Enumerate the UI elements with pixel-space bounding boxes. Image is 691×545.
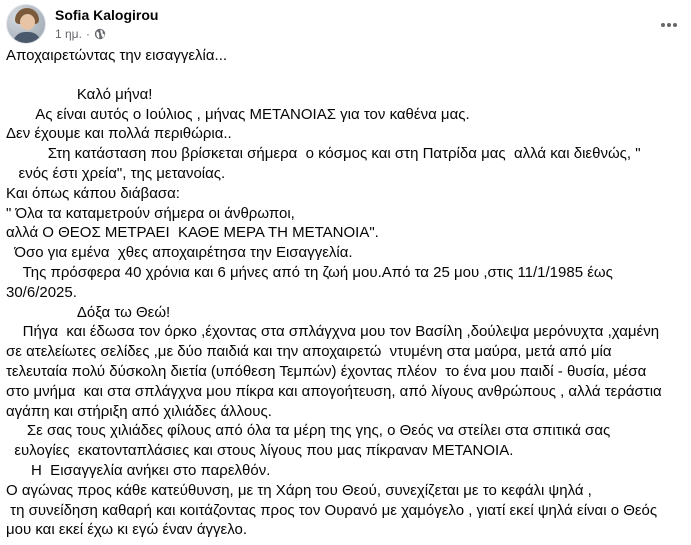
post-line: ευλογίες εκατονταπλάσιες και στους λίγους που μας πίκραναν ΜΕΤΑΝΟΙΑ. xyxy=(6,442,514,460)
post-line: τελευταία πολύ δύσκολη διετία (υπόθεση Τεμπών) έχοντας πλέον το ένα μου παιδί - θυσία, μέσα xyxy=(6,362,647,380)
post-line: Στη κατάσταση που βρίσκεται σήμερα ο κόσμος και στη Πατρίδα μας αλλά και διεθνώς, " xyxy=(6,145,641,163)
post-intro: Αποχαιρετώντας την εισαγγελία... xyxy=(6,47,228,64)
post-line: τη συνείδηση καθαρή και κοιτάζοντας προς τον Ουρανό με χαμόγελο , γιατί εκεί ψηλά είναι ο Θεός xyxy=(6,501,658,519)
meta-separator: · xyxy=(85,27,90,41)
post-text xyxy=(6,46,686,540)
post-line: Και όπως κάπου διάβασα: xyxy=(6,184,180,202)
post-body xyxy=(6,85,686,540)
post-line: Δόξα τω Θεώ! xyxy=(6,303,171,321)
post-line: Πήγα και έδωσα τον όρκο ,έχοντας στα σπλάγχνα μου τον Βασίλη ,δούλεψα μερόνυχτα ,χαμένη xyxy=(6,323,660,341)
post-line: στο μνήμα και στα σπλάγχνα μου πίκρα και απογοήτευση, από λίγους ανθρώπους , αλλά τεράστια xyxy=(6,382,662,400)
post-line: Ο αγώνας προς κάθε κατεύθυνση, με τη Χάρη του Θεού, συνεχίζεται με το κεφάλι ψηλά , xyxy=(6,481,592,499)
post-line: Της πρόσφερα 40 χρόνια και 6 μήνες από τη ζωή μου.Από τα 25 μου ,στις 11/1/1985 έως xyxy=(6,263,613,281)
post-line: 30/6/2025. xyxy=(6,283,77,301)
post-line: αλλά Ο ΘΕΟΣ ΜΕΤΡΑΕΙ ΚΑΘΕ ΜΕΡΑ ΤΗ ΜΕΤΑΝΟΙΑ". xyxy=(6,224,379,242)
post-line: αγάπη και στήριξη από χιλιάδες άλλους. xyxy=(6,402,272,420)
globe-icon[interactable] xyxy=(94,28,106,40)
post-meta xyxy=(55,27,106,41)
post-time[interactable]: 1 ημ. xyxy=(55,27,82,41)
post-header xyxy=(6,4,686,44)
post-line: σε ατελείωτες σελίδες ,με δύο παιδιά και την αποχαιρετώ ντυμένη στα μαύρα, μετά από μία xyxy=(6,343,612,361)
post-line: Καλό μήνα! xyxy=(6,85,153,103)
post-line: μου και εκεί έχω κι εγώ έναν άγγελο. xyxy=(6,521,247,539)
post-line: Δεν έχουμε και πολλά περιθώρια.. xyxy=(6,125,232,143)
post-line: Σε σας τους χιλιάδες φίλους από όλα τα μέρη της γης, ο Θεός να στείλει στα σπιτικά σας xyxy=(6,422,611,440)
post-line: " Όλα τα καταμετρούν σήμερα οι άνθρωποι, xyxy=(6,204,295,222)
more-options-button[interactable] xyxy=(654,10,684,40)
avatar[interactable] xyxy=(6,4,46,44)
author-name[interactable]: Sofia Kalogirou xyxy=(55,7,159,23)
more-horizontal-icon xyxy=(661,23,677,27)
post-line: Όσο για εμένα χθες αποχαιρέτησα την Εισαγγελία. xyxy=(6,244,353,262)
post-line: Η Εισαγγελία ανήκει στο παρελθόν. xyxy=(6,461,271,479)
post-line: Ας είναι αυτός ο Ιούλιος , μήνας ΜΕΤΑΝΟΙΑΣ για τον καθένα μας. xyxy=(6,105,470,123)
post-line: ενός έστι χρεία", της μετανοίας. xyxy=(6,164,226,182)
